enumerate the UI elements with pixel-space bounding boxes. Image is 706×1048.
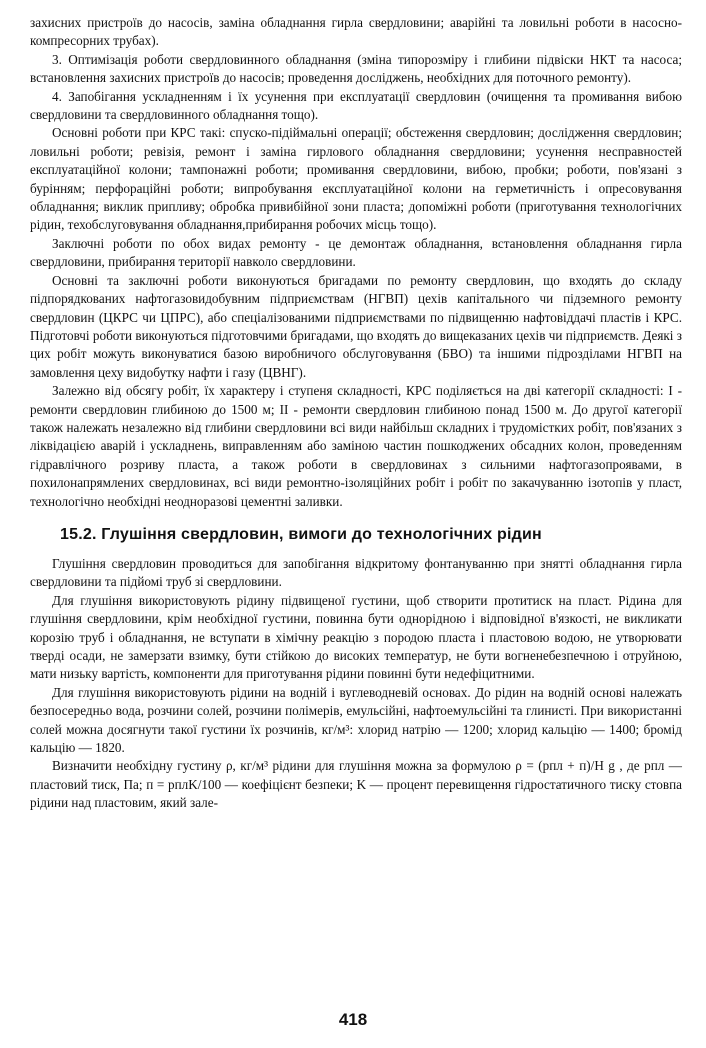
paragraph: захисних пристроїв до насосів, заміна обладнання гирла свердловини; аварійні та ловильні роботи в насосно-компресорних трубах). xyxy=(30,15,682,49)
paragraph: 4. Запобігання ускладненням і їх усунення при експлуатації свердловин (очищення та промивання вибою свердловини та свердловинного обладнання тощо). xyxy=(30,88,682,123)
paragraph: Визначити необхідну густину ρ, кг/м³ рідини для глушіння можна за формулою ρ = (pпл + п)/H g , де pпл — пластовий тиск, Па; п = pплK/100 — коефіцієнт безпеки; K — процент перевищення гідростатичного тиску стовпа рідини над пластовим, який зале- xyxy=(30,758,682,811)
paragraph: Глушіння свердловин проводиться для запобігання відкритому фонтануванню при знятті обладнання гирла свердловини та підйомі труб зі свердловини. xyxy=(30,555,682,590)
paragraph: Основні та заключні роботи виконуються бригадами по ремонту свердловин, що входять до складу підпорядкованих нафтогазовидобувним підприємствам (НГВП) цехів капітального чи підземного ремонту свердловин (ЦКРС чи ЦПРС), або спеціалізованими підприємствами по підвищенню нафтовіддачі пластів і КРС. Підготовчі роботи виконуються підготовчими бригадами, що входять до вищеказаних цехів чи підприємств. Деякі з цих робіт можуть виконуватися базою виробничого обслуговування (БВО) та іншими підрозділами НГВП на замовлення цеху видобутку нафти і газу (ЦВНГ). xyxy=(30,272,682,380)
paragraph: Основні роботи при КРС такі: спуско-підіймальні операції; обстеження свердловин; дослідження свердловин; ловильні роботи; ревізія, ремонт і заміна гирлового обладнання свердловини; усунення несправностей експлуатаційної колони; тампонажні роботи; промивання свердловини, вибою, пробки; роботи, пов'язані з бурінням; перфораційні роботи; випробування експлуатаційної колони на герметичність і опресовування обладнання; виклик припливу; обробка привибійної зони пласта; допоміжні роботи (приготування технологічних рідин, техобслуговування обладнання,прибирання робочих місць тощо). xyxy=(30,125,682,233)
section-after xyxy=(30,555,682,813)
page-number: 418 xyxy=(338,1010,368,1029)
paragraph: Заключні роботи по обох видах ремонту - це демонтаж обладнання, встановлення обладнання гирла свердловини, прибирання території навколо свердловини. xyxy=(30,235,682,270)
page-content xyxy=(30,14,682,813)
paragraph: 3. Оптимізація роботи свердловинного обладнання (зміна типорозміру і глибини підвіски НКТ та насоса; встановлення захисних пристроїв до насосів; проведення досліджень, необхідних для поточного ремонту). xyxy=(30,51,682,86)
paragraph: Залежно від обсягу робіт, їх характеру і ступеня складності, КРС поділяється на дві категорії складності: І - ремонти свердловин глибиною до 1500 м; II - ремонти свердловин глибиною понад 1500 м. До другої категорії також належать незалежно від глибини свердловини всі види найбільш складних і трудомістких робіт, пов'язаних з ліквідацією аварій і ускладнень, виправленням або заміною частин пошкоджених обсадних колон, проведенням гідравлічного розриву пласта, а також роботи в свердловинах з сильними нафтогазопроявами, в похилонапрямлених свердловинах, всі види ремонтно-ізоляційних робіт і робіт по закачуванню ізотопів у пласт, технологічно необхідні неодноразові цементні заливки. xyxy=(30,383,682,509)
paragraph: Для глушіння використовують рідину підвищеної густини, щоб створити протитиск на пласт. Рідина для глушіння свердловини, крім необхідної густини, повинна бути однорідною і відповідної в'язкості, не викликати корозію труб і обладнання, не вступати в хімічну реакцію з породою пласта і пластовою водою, не утворювати тверді осади, не замерзати взимку, бути стійкою до високих температур, не бути вогненебезпечною і отруйною, мати низьку вартість, компоненти для приготування рідини повинні бути недефіцитними. xyxy=(30,592,682,682)
section-heading: 15.2. Глушіння свердловин, вимоги до технологічних рідин xyxy=(60,525,542,543)
paragraph: Для глушіння використовують рідини на водній і вуглеводневій основах. До рідин на водній основі належать безпосередньо вода, розчини солей, розчини полімерів, емульсійні, нафтоемульсійні та глинисті. При використанні солей можна досягнути такої густини їх розчинів, кг/м³: хлорид натрію — 1200; хлорид кальцію — 1400; бромід кальцію — 1820. xyxy=(30,684,682,756)
section-before xyxy=(30,14,682,511)
